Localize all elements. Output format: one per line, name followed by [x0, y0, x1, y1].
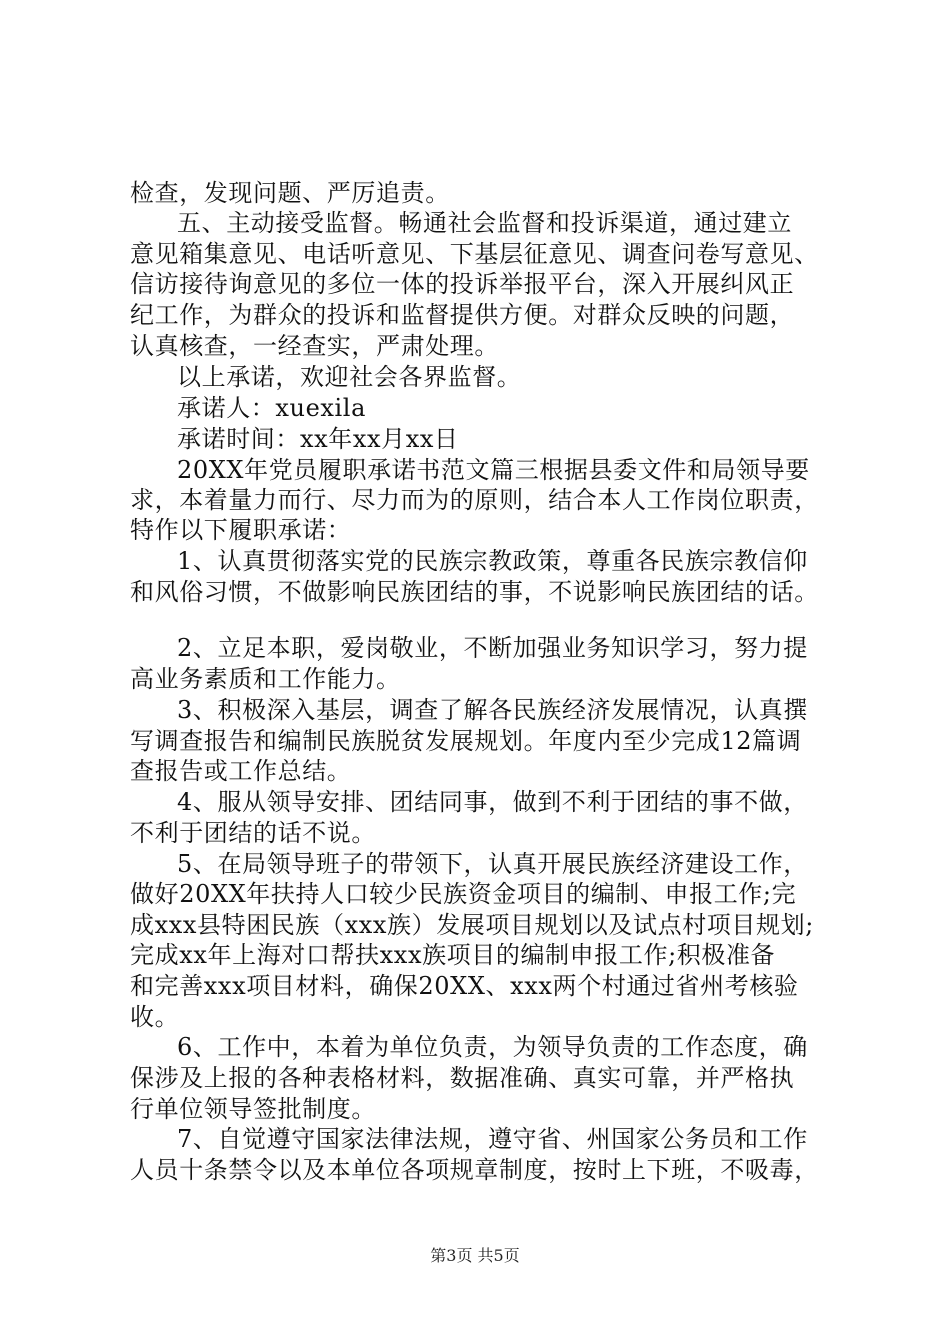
text-line: 和风俗习惯，不做影响民族团结的事，不说影响民族团结的话。 — [130, 578, 819, 606]
text-line: 收。 — [130, 1003, 180, 1031]
text-line: 意见箱集意见、电话听意见、下基层征意见、调查问卷写意见、 — [130, 240, 819, 268]
text-line: 人员十条禁令以及本单位各项规章制度，按时上下班，不吸毒， — [130, 1156, 819, 1184]
text-line: 以上承诺，欢迎社会各界监督。 — [177, 363, 522, 391]
text-line: 求，本着量力而行、尽力而为的原则，结合本人工作岗位职责， — [130, 486, 819, 514]
text-line: 7、自觉遵守国家法律法规，遵守省、州国家公务员和工作 — [177, 1125, 808, 1153]
text-line: 五、主动接受监督。畅通社会监督和投诉渠道，通过建立 — [177, 209, 792, 237]
text-line: 写调查报告和编制民族脱贫发展规划。年度内至少完成12篇调 — [130, 727, 802, 755]
text-line: 成xxx县特困民族（xxx族）发展项目规划以及试点村项目规划; — [130, 911, 814, 939]
text-line: 6、工作中，本着为单位负责，为领导负责的工作态度，确 — [177, 1033, 808, 1061]
text-line: 20XX年党员履职承诺书范文篇三根据县委文件和局领导要 — [177, 456, 810, 484]
text-line: 高业务素质和工作能力。 — [130, 665, 401, 693]
text-line: 信访接待询意见的多位一体的投诉举报平台，深入开展纠风正 — [130, 270, 795, 298]
text-line: 不利于团结的话不说。 — [130, 819, 376, 847]
text-line: 保涉及上报的各种表格材料，数据准确、真实可靠，并严格执 — [130, 1064, 795, 1092]
text-line: 特作以下履职承诺： — [130, 516, 352, 544]
text-line: 4、服从领导安排、团结同事，做到不利于团结的事不做， — [177, 788, 808, 816]
text-line: 做好20XX年扶持人口较少民族资金项目的编制、申报工作;完 — [130, 880, 797, 908]
text-line: 承诺人：xuexila — [177, 394, 366, 422]
text-line: 查报告或工作总结。 — [130, 757, 352, 785]
text-line: 5、在局领导班子的带领下，认真开展民族经济建设工作， — [177, 850, 808, 878]
text-line: 行单位领导签批制度。 — [130, 1095, 376, 1123]
text-line: 3、积极深入基层，调查了解各民族经济发展情况，认真撰 — [177, 696, 808, 724]
text-line: 检查，发现问题、严厉追责。 — [130, 179, 450, 207]
text-line: 2、立足本职，爱岗敬业，不断加强业务知识学习，努力提 — [177, 634, 808, 662]
text-line: 纪工作，为群众的投诉和监督提供方便。对群众反映的问题， — [130, 301, 795, 329]
text-line: 承诺时间：xx年xx月xx日 — [177, 425, 459, 453]
text-line: 1、认真贯彻落实党的民族宗教政策，尊重各民族宗教信仰 — [177, 547, 808, 575]
text-line: 认真核查，一经查实，严肃处理。 — [130, 332, 499, 360]
text-line: 和完善xxx项目材料，确保20XX、xxx两个村通过省州考核验 — [130, 972, 799, 1000]
page-number: 第3页 共5页 — [430, 1246, 520, 1265]
text-line: 完成xx年上海对口帮扶xxx族项目的编制申报工作;积极准备 — [130, 941, 776, 969]
